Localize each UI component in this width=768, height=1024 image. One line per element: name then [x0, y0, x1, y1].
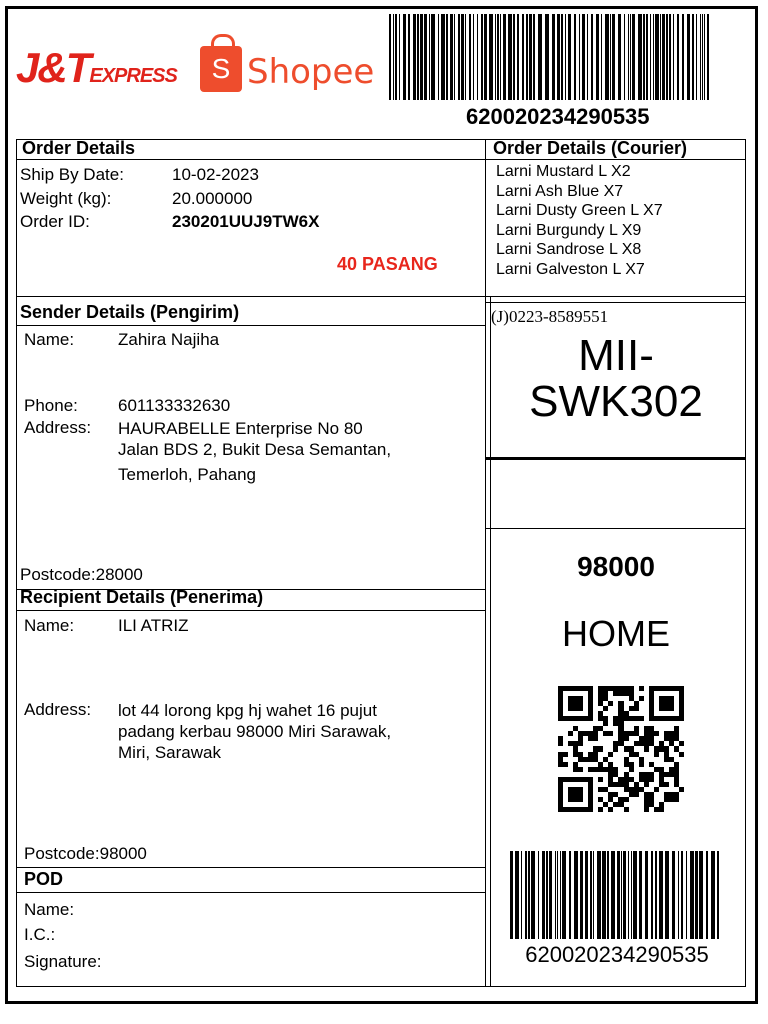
- list-item: Larni Mustard L X2: [496, 163, 631, 180]
- order-id-label: Order ID:: [20, 212, 90, 231]
- sender-address-value: HAURABELLE Enterprise No 80 Jalan BDS 2, Bukit Desa Semantan, Temerloh, Pahang: [118, 419, 392, 484]
- recipient-name-value: ILI ATRIZ: [118, 616, 189, 635]
- tracking-number-bottom: 620020234290535: [525, 942, 709, 967]
- recipient-address-value: lot 44 lorong kpg hj wahet 16 pujut padang kerbau 98000 Miri Sarawak, Miri, Sarawak: [118, 701, 392, 762]
- route-code: MII- SWK302: [529, 331, 703, 426]
- tracking-number-top: 620020234290535: [466, 104, 650, 129]
- shopee-bag-icon: S: [200, 46, 242, 92]
- barcode-bar: [719, 851, 722, 939]
- pod-ic-label: I.C.:: [24, 925, 56, 944]
- qr-code: [558, 686, 684, 812]
- shopee-wordmark: Shopee: [247, 52, 375, 92]
- sender-title: Sender Details (Pengirim): [20, 302, 240, 322]
- list-item: Larni Ash Blue X7: [496, 182, 624, 200]
- recipient-name-label: Name:: [24, 616, 75, 635]
- order-details-title: Order Details: [22, 138, 136, 158]
- recipient-postcode: Postcode:98000: [24, 844, 147, 863]
- pod-name-label: Name:: [24, 900, 75, 919]
- sender-address-label: Address:: [24, 418, 92, 437]
- delivery-type: HOME: [562, 613, 670, 654]
- tracking-barcode-top: [389, 14, 710, 100]
- recipient-address-label: Address:: [24, 700, 92, 719]
- sender-name-label: Name:: [24, 330, 75, 349]
- courier-items-list: [496, 162, 663, 280]
- list-item: Larni Burgundy L X9: [496, 221, 642, 239]
- weight-value: 20.000000: [172, 189, 253, 208]
- sender-phone-label: Phone:: [24, 396, 78, 415]
- sort-code: (J)0223-8589551: [491, 307, 609, 326]
- quantity-note: 40 PASANG: [337, 254, 438, 274]
- sender-phone-value: 601133332630: [118, 396, 231, 415]
- courier-details-title: Order Details (Courier): [493, 138, 688, 158]
- weight-label: Weight (kg):: [20, 189, 112, 208]
- barcode-bar: [707, 14, 709, 100]
- pod-title: POD: [24, 869, 64, 889]
- list-item: Larni Galveston L X7: [496, 260, 645, 278]
- tracking-barcode-bottom: [510, 851, 723, 939]
- list-item: Larni Dusty Green L X7: [496, 202, 663, 220]
- pod-signature-label: Signature:: [24, 952, 102, 971]
- qr-module: [679, 807, 684, 812]
- jnt-express-logo: J&TEXPRESS: [16, 44, 177, 91]
- sender-name-value: Zahira Najiha: [118, 330, 220, 349]
- destination-postcode: 98000: [577, 551, 655, 582]
- list-item: Larni Sandrose L X8: [496, 241, 642, 259]
- ship-by-value: 10-02-2023: [172, 165, 259, 184]
- recipient-title: Recipient Details (Penerima): [20, 587, 264, 607]
- order-id-value: 230201UUJ9TW6X: [172, 212, 320, 231]
- sender-postcode: Postcode:28000: [20, 565, 143, 584]
- ship-by-label: Ship By Date:: [20, 165, 124, 184]
